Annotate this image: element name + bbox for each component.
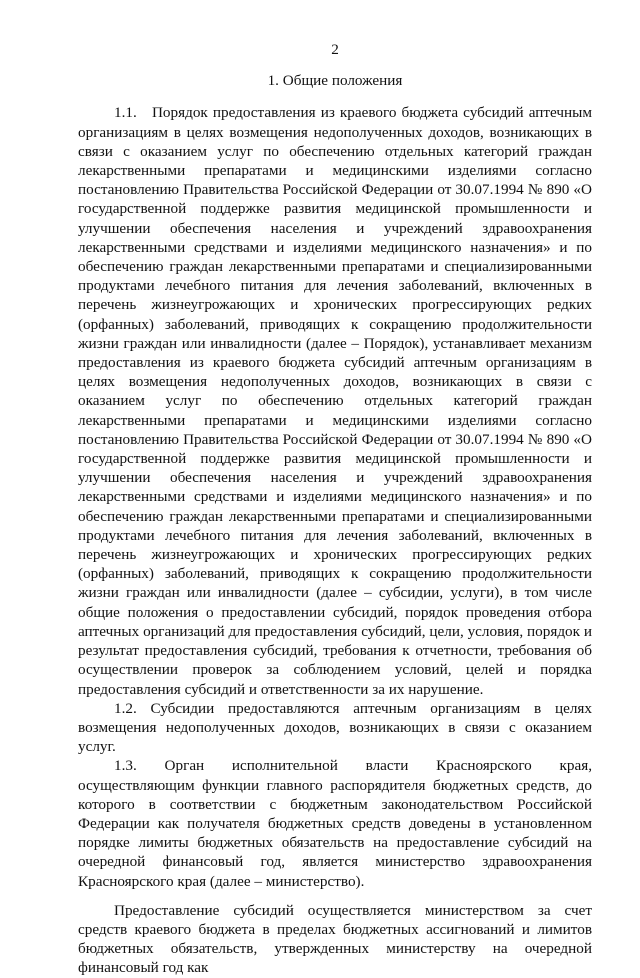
page-number: 2 (331, 41, 339, 58)
section-heading: 1. Общие положения (267, 72, 403, 90)
paragraph-1-1: 1.1. Порядок предоставления из краевого бюджета субсидий аптечным организациям в целях возмещения недополученных доходов, возникающих в связи с оказанием услуг по обеспечению отдельных категорий граждан лекарственными препаратами и медицинскими изделиями согласно постановлению Правительства Российской Федерации от 30.07.1994 № 890 «О государственной поддержке развития медицинской промышленности и улучшении обеспечения населения и учреждений здравоохранения лекарственными средствами и изделиями медицинского назначения» и по обеспечению граждан лекарственными препаратами и специализированными продуктами лечебного питания для лечения заболеваний, включенных в перечень жизнеугрожающих и хронических прогрессирующих редких (орфанных) заболеваний, приводящих к сокращению продолжительности жизни граждан или инвалидности (далее – Порядок), устанавливает механизм предоставления из краевого бюджета субсидий аптечным организациям в целях возмещения недополученных доходов, возникающих в связи с оказанием услуг по обеспечению отдельных категорий граждан лекарственными препаратами и медицинскими изделиями согласно постановлению Правительства Российской Федерации от 30.07.1994 № 890 «О государственной поддержке развития медицинской промышленности и улучшении обеспечения населения и учреждений здравоохранения лекарственными средствами и изделиями медицинского назначения» и по обеспечению граждан лекарственными препаратами и специализированными продуктами лечебного питания для лечения заболеваний, включенных в перечень жизнеугрожающих и хронических прогрессирующих редких (орфанных) заболеваний, приводящих к сокращению продолжительности жизни граждан или инвалидности (далее – субсидии, услуги), в том числе общие положения о предоставлении субсидий, порядок проведения отбора аптечных организаций для предоставления субсидий, цели, условия, порядок и результат предоставления субсидий, требования к отчетности, требования об осуществлении проверок за соблюдением условий, целей и порядка предоставления субсидий и ответственности за их нарушение. (78, 104, 592, 698)
paragraph-1-3: 1.3. Орган исполнительной власти Красноярского края, осуществляющим функции главного распорядителя бюджетных средств, до которого в соответствии с бюджетным законодательством Российской Федерации как получателя бюджетных средств доведены в установленном порядке лимиты бюджетных обязательств на предоставление субсидий на очередной финансовый год, является министерство здравоохранения Красноярского края (далее – министерство). (78, 757, 592, 890)
paragraph-funding: Предоставление субсидий осуществляется министерством за счет средств краевого бюджета в пределах бюджетных ассигнований и лимитов бюджетных обязательств, утвержденных министерству на очередной финансовый год как (78, 901, 592, 977)
paragraph-1-2: 1.2. Субсидии предоставляются аптечным организациям в целях возмещения недополученных доходов, возникающих в связи с оказанием услуг. (78, 699, 592, 756)
